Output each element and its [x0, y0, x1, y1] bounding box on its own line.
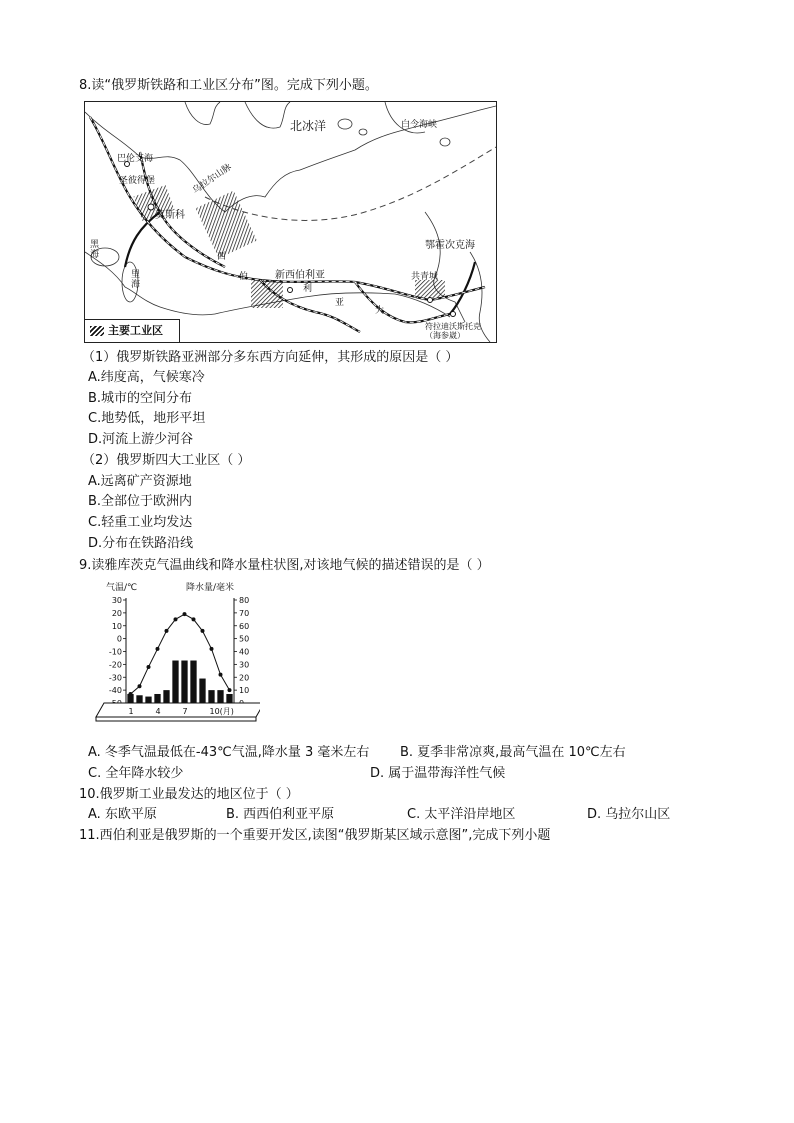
- temperature-point: [156, 647, 160, 651]
- climate-chart: [88, 583, 260, 725]
- right-tick-label: 30: [239, 660, 250, 670]
- q9-option-c[interactable]: C. 全年降水较少: [88, 766, 184, 781]
- q9-option-a[interactable]: A. 冬季气温最低在-43℃气温,降水量 3 毫米左右: [88, 745, 370, 760]
- q8-stem: 8.读“俄罗斯铁路和工业区分布”图。完成下列小题。: [79, 78, 378, 93]
- q9-stem: 9.读雅库茨克气温曲线和降水量柱状图,对该地气候的描述错误的是（ ）: [79, 558, 490, 573]
- q8-sub2-option-a[interactable]: A.远离矿产资源地: [88, 474, 192, 489]
- q8-sub1-option-b[interactable]: B.城市的空间分布: [88, 391, 193, 406]
- label-caspian-sea: 里海: [131, 270, 141, 290]
- right-tick-label: 70: [239, 608, 250, 618]
- right-tick-label: 40: [239, 647, 250, 657]
- precipitation-bar: [226, 694, 232, 703]
- label-ural-mountains: 乌拉尔山脉: [191, 162, 234, 197]
- right-axis-label: 降水量/毫米: [186, 583, 235, 593]
- precipitation-bar: [163, 690, 169, 703]
- label-map-char-3: 亚: [335, 298, 345, 308]
- q10-option-c[interactable]: C. 太平洋沿岸地区: [407, 807, 516, 822]
- label-barents-sea: 巴伦支海: [117, 154, 154, 164]
- temperature-point: [201, 629, 205, 633]
- q9-option-d[interactable]: D. 属于温带海洋性气候: [370, 766, 506, 781]
- q8-sub1-option-d[interactable]: D.河流上游少河谷: [88, 432, 194, 447]
- left-tick-label: -20: [108, 660, 122, 670]
- climate-plot: [88, 583, 260, 725]
- temperature-point: [147, 665, 151, 669]
- left-tick-label: 0: [116, 634, 122, 644]
- label-map-char-4: 大: [375, 306, 385, 316]
- temperature-point: [165, 629, 169, 633]
- temperature-point: [210, 647, 214, 651]
- label-arctic-ocean: 北冰洋: [290, 119, 327, 133]
- temperature-point: [192, 617, 196, 621]
- legend-label: 主要工业区: [108, 324, 163, 337]
- q9-option-b[interactable]: B. 夏季非常凉爽,最高气温在 10℃左右: [400, 745, 626, 760]
- q11-stem: 11.西伯利亚是俄罗斯的一个重要开发区,读图“俄罗斯某区域示意图”,完成下列小题: [79, 828, 551, 843]
- q10-option-a[interactable]: A. 东欧平原: [88, 807, 157, 822]
- temperature-point: [228, 688, 232, 692]
- q8-sub2-option-b[interactable]: B.全部位于欧洲内: [88, 494, 193, 509]
- q8-sub2-option-c[interactable]: C.轻重工业均发达: [88, 515, 193, 530]
- map-legend: [85, 319, 180, 342]
- q8-sub2-stem: （2）俄罗斯四大工业区（ ）: [82, 453, 251, 468]
- label-komsomolsk: 共青城: [411, 272, 439, 282]
- x-tick-label: 4: [155, 707, 161, 716]
- precipitation-bar: [172, 661, 178, 703]
- x-tick-label: 7: [182, 707, 188, 716]
- label-map-char-2: 利: [303, 284, 313, 294]
- temperature-point: [138, 684, 142, 688]
- precipitation-bar: [208, 690, 214, 703]
- left-tick-label: -40: [108, 686, 122, 696]
- map-drawing: [85, 102, 496, 342]
- right-tick-label: 20: [239, 673, 250, 683]
- hatch-legend-icon: [90, 326, 104, 336]
- left-tick-label: -10: [108, 647, 122, 657]
- left-axis-label: 气温/℃: [106, 583, 138, 593]
- x-tick-label: 1: [128, 707, 134, 716]
- temperature-point: [129, 692, 133, 696]
- precipitation-bar: [136, 695, 142, 703]
- precipitation-bar: [217, 690, 223, 703]
- label-map-char-5: 西: [217, 252, 227, 262]
- precipitation-bar: [199, 679, 205, 703]
- label-moscow: 莫斯科: [155, 210, 185, 221]
- q8-sub1-option-c[interactable]: C.地势低，地形平坦: [88, 411, 206, 426]
- left-tick-label: -30: [108, 673, 122, 683]
- label-vladivostok: 符拉迪沃斯托克（海参崴）: [425, 322, 481, 340]
- label-st-petersburg: 圣彼得堡: [119, 176, 156, 186]
- label-bering-strait: 白令海峡: [401, 120, 438, 130]
- label-okhotsk-sea: 鄂霍次克海: [425, 240, 475, 251]
- precipitation-bar: [190, 661, 196, 703]
- right-tick-label: 50: [239, 634, 250, 644]
- right-tick-label: 80: [239, 596, 250, 605]
- q8-sub1-stem: （1）俄罗斯铁路亚洲部分多东西方向延伸，其形成的原因是（ ）: [82, 350, 459, 365]
- russia-railway-map: [84, 101, 497, 343]
- precipitation-bar: [145, 697, 151, 703]
- label-novosibirsk: 新西伯利亚: [275, 270, 325, 281]
- temperature-point: [219, 673, 223, 677]
- q10-stem: 10.俄罗斯工业最发达的地区位于（ ）: [79, 787, 299, 802]
- label-map-char-1: 伯: [239, 272, 249, 282]
- temperature-point: [174, 617, 178, 621]
- left-tick-label: 20: [111, 608, 122, 618]
- precipitation-bar: [181, 661, 187, 703]
- q8-sub2-option-d[interactable]: D.分布在铁路沿线: [88, 536, 194, 551]
- temperature-curve: [131, 614, 230, 694]
- chart-base-plate: [96, 703, 260, 717]
- precipitation-bar: [154, 694, 160, 703]
- q10-option-d[interactable]: D. 乌拉尔山区: [587, 807, 671, 822]
- label-black-sea: 黑海: [90, 240, 100, 260]
- right-tick-label: 10: [239, 686, 250, 696]
- left-tick-label: 30: [111, 596, 122, 605]
- q10-option-b[interactable]: B. 西西伯利亚平原: [226, 807, 335, 822]
- q8-sub1-option-a[interactable]: A.纬度高，气候寒冷: [88, 370, 205, 385]
- right-tick-label: 60: [239, 621, 250, 631]
- temperature-point: [183, 612, 187, 616]
- chart-base-edge: [96, 717, 256, 721]
- x-tick-label: 10(月): [209, 707, 234, 716]
- left-tick-label: 10: [111, 621, 122, 631]
